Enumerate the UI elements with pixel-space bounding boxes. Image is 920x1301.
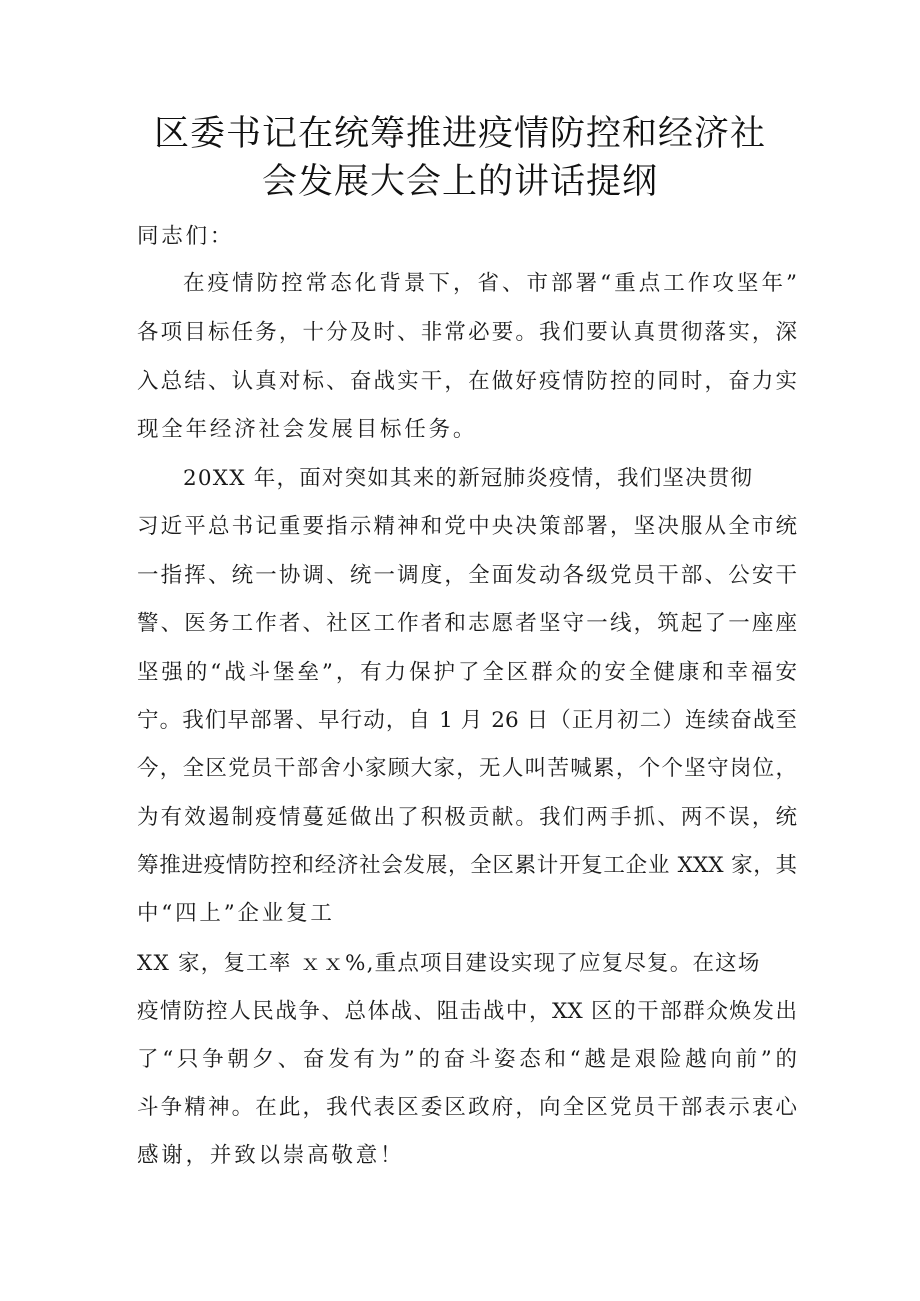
- document-title-line-1: 区委书记在统筹推进疫情防控和经济社: [153, 114, 766, 154]
- paragraph-2-line: 警、医务工作者、社区工作者和志愿者坚守一线，筑起了一座座: [137, 611, 797, 636]
- paragraph-2-line: 筹推进疫情防控和经济社会发展，全区累计开复工企业 XXX 家，其: [137, 853, 797, 878]
- paragraph-3-line: 疫情防控人民战争、总体战、阻击战中，XX 区的干部群众焕发出: [137, 999, 797, 1024]
- paragraph-2-line: 为有效遏制疫情蔓延做出了积极贡献。我们两手抓、两不误，统: [137, 805, 797, 830]
- paragraph-3-line: XX 家，复工率 ｘｘ%,重点项目建设实现了应复尽复。在这场: [137, 951, 761, 976]
- paragraph-1-line: 在疫情防控常态化背景下，省、市部署“重点工作攻坚年”: [183, 271, 797, 296]
- document-title-line-2: 会发展大会上的讲话提纲: [261, 162, 658, 202]
- paragraph-2-line: 宁。我们早部署、早行动，自 1 月 26 日（正月初二）连续奋战至: [137, 708, 797, 733]
- paragraph-2-line: 坚强的“战斗堡垒”，有力保护了全区群众的安全健康和幸福安: [137, 660, 797, 685]
- paragraph-3-line: 感谢，并致以崇高敬意！: [137, 1143, 405, 1168]
- paragraph-2-line: 20XX 年，面对突如其来的新冠肺炎疫情，我们坚决贯彻: [183, 466, 754, 491]
- paragraph-2-line: 一指挥、统一协调、统一调度，全面发动各级党员干部、公安干: [137, 563, 797, 588]
- paragraph-1-line: 各项目标任务，十分及时、非常必要。我们要认真贯彻落实，深: [137, 320, 797, 345]
- salutation: 同志们：: [137, 224, 235, 249]
- paragraph-2-line: 中“四上”企业复工: [137, 901, 335, 926]
- paragraph-1-line: 入总结、认真对标、奋战实干，在做好疫情防控的同时，奋力实: [137, 369, 797, 394]
- paragraph-2-line: 今，全区党员干部舍小家顾大家，无人叫苦喊累，个个坚守岗位，: [137, 756, 797, 781]
- paragraph-3-line: 了“只争朝夕、奋发有为”的奋斗姿态和“越是艰险越向前”的: [137, 1047, 797, 1072]
- paragraph-3-line: 斗争精神。在此，我代表区委区政府，向全区党员干部表示衷心: [137, 1095, 797, 1120]
- paragraph-1-line: 现全年经济社会发展目标任务。: [137, 417, 478, 442]
- paragraph-2-line: 习近平总书记重要指示精神和党中央决策部署，坚决服从全市统: [137, 514, 797, 539]
